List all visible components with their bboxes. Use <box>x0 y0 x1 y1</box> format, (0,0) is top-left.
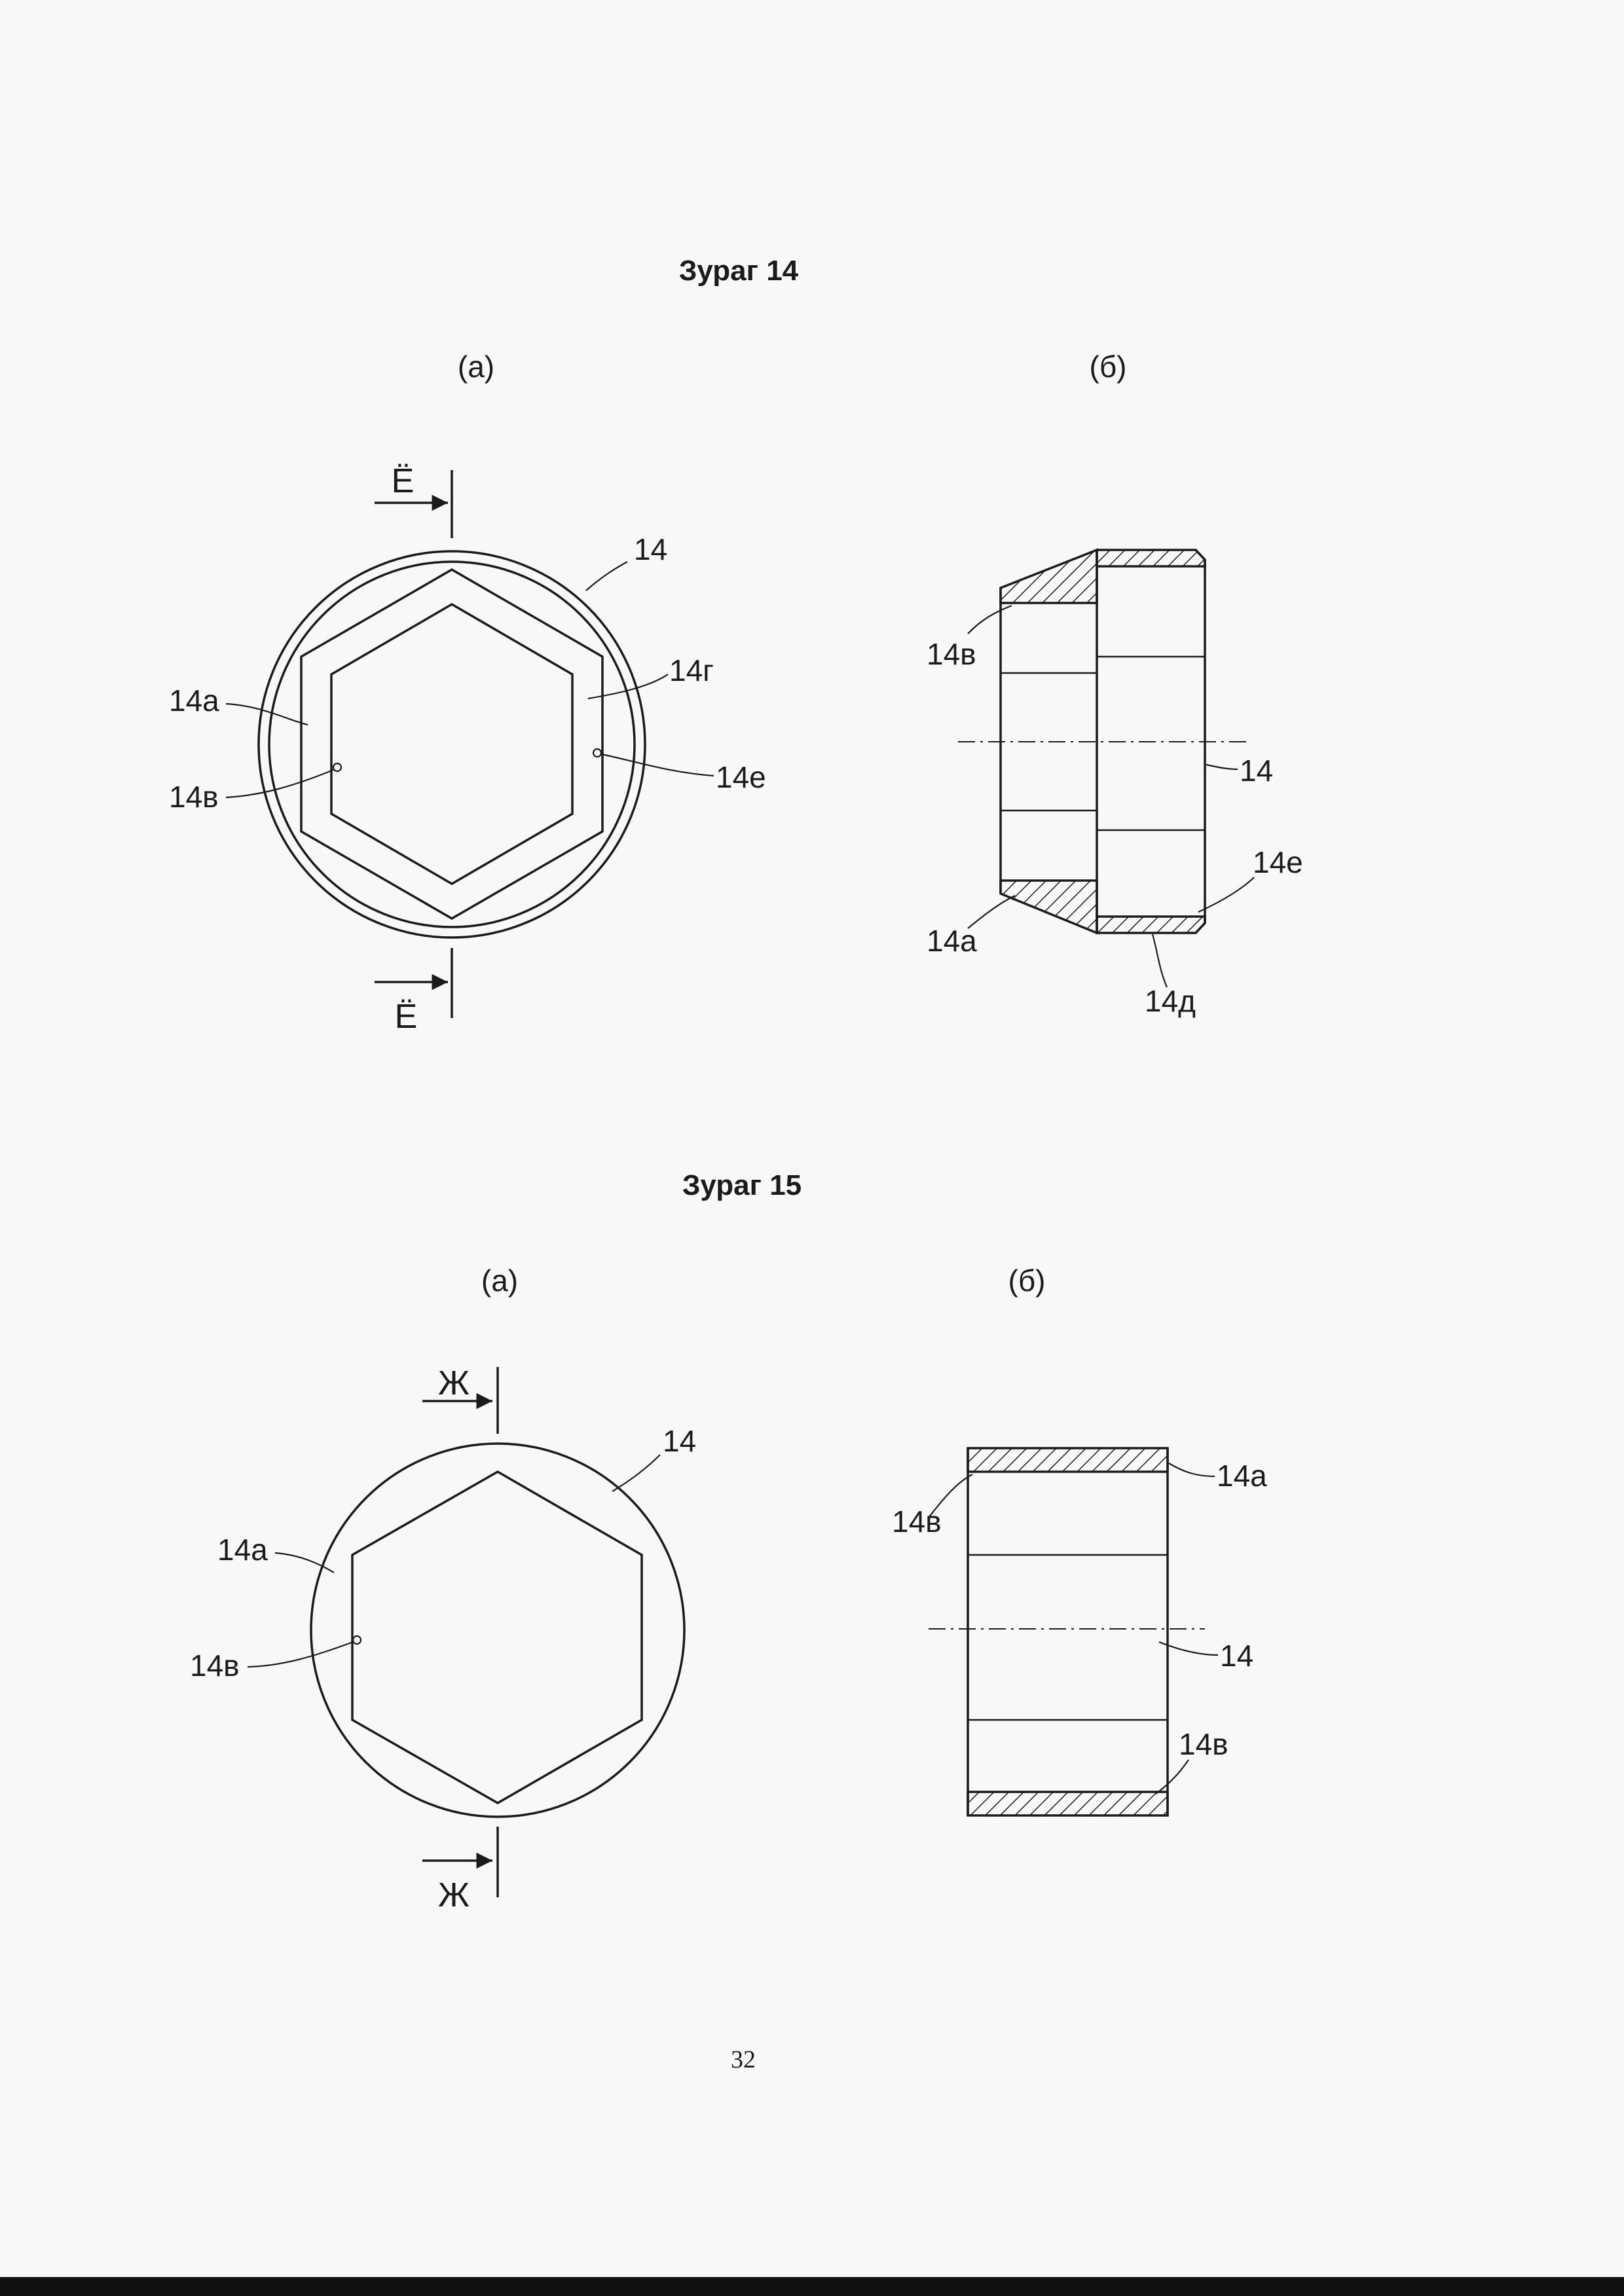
label-14a: 14а <box>169 683 219 718</box>
label-14a: 14а <box>217 1533 268 1567</box>
pointer-14v <box>353 1636 361 1644</box>
scan-bottom-edge <box>0 2277 1624 2296</box>
leader-14e <box>1198 877 1254 912</box>
inner-hexagon <box>331 604 572 884</box>
label-14: 14 <box>1240 754 1274 788</box>
figure-14b-section-view <box>927 550 1303 1018</box>
leader-14 <box>586 562 627 591</box>
leader-14a <box>275 1553 334 1573</box>
leader-14v-bottom <box>1156 1760 1189 1794</box>
figure-14-title: Зураг 14 <box>678 255 799 287</box>
label-14d: 14д <box>1145 984 1196 1018</box>
label-14v-top: 14в <box>892 1504 942 1539</box>
hatch-top <box>968 1448 1168 1472</box>
figure-15-caption-a: (а) <box>481 1264 519 1298</box>
label-14: 14 <box>634 532 668 566</box>
hatch-top-right <box>1097 550 1205 566</box>
section-mark-bottom: Ё <box>394 998 418 1036</box>
leader-14a <box>1169 1463 1215 1476</box>
label-14a: 14а <box>1217 1459 1267 1493</box>
leader-14v <box>248 1642 353 1667</box>
leader-14a <box>226 704 308 725</box>
leader-14e <box>601 754 714 776</box>
section-mark-top: Ё <box>391 462 415 500</box>
leader-14 <box>612 1455 660 1491</box>
label-14g: 14г <box>669 653 714 687</box>
figure-15a-front-view <box>190 1364 696 1914</box>
hatch-top-left <box>1001 550 1097 603</box>
label-14v-bottom: 14в <box>1179 1727 1228 1761</box>
hexagon <box>352 1472 642 1803</box>
page-number: 32 <box>731 2046 756 2073</box>
label-14v: 14в <box>927 637 976 671</box>
label-14e: 14е <box>716 760 766 794</box>
label-14v: 14в <box>190 1649 240 1683</box>
leader-14 <box>1206 765 1238 769</box>
outer-hexagon <box>301 570 602 919</box>
pointer-14v <box>333 763 341 771</box>
figure-14a-front-view <box>169 462 766 1036</box>
outer-circle-inner <box>269 562 635 927</box>
leader-14v <box>968 606 1012 634</box>
label-14e: 14е <box>1253 845 1303 879</box>
leader-14d <box>1153 934 1167 987</box>
figure-15b-section-view <box>892 1448 1267 1815</box>
label-14a: 14а <box>927 924 977 958</box>
section-mark-bottom: Ж <box>437 1876 470 1914</box>
section-mark-top: Ж <box>437 1364 470 1402</box>
hatch-bottom <box>968 1792 1168 1815</box>
label-14: 14 <box>1220 1639 1254 1673</box>
hatch-bottom-right <box>1097 917 1205 933</box>
outer-circle <box>259 551 645 938</box>
figure-14-caption-a: (а) <box>457 350 495 384</box>
label-14: 14 <box>663 1424 697 1458</box>
label-14v: 14в <box>169 780 219 814</box>
pointer-14e <box>593 749 601 757</box>
figure-14-caption-b: (б) <box>1089 350 1127 384</box>
figure-15-title: Зураг 15 <box>682 1169 802 1201</box>
outer-circle <box>311 1444 684 1817</box>
figure-15-caption-b: (б) <box>1008 1264 1046 1298</box>
hatch-bottom-left <box>1001 881 1097 933</box>
leader-14v <box>226 770 333 797</box>
